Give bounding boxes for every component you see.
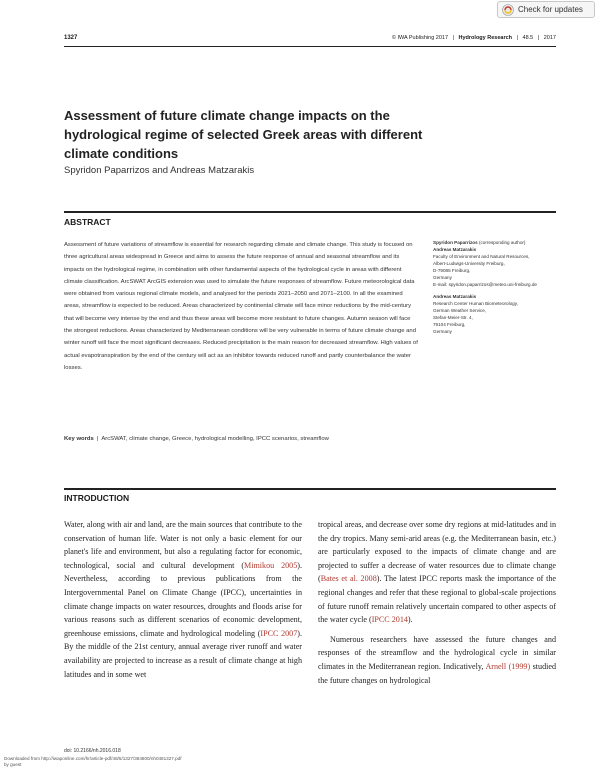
keywords-label: Key words xyxy=(64,436,94,442)
citation-link[interactable]: Arnell (1999) xyxy=(485,661,531,671)
header-separator: | xyxy=(452,35,454,41)
affiliation-line: Stefan-Meier-Str. 4, xyxy=(433,315,473,320)
header-rule xyxy=(64,46,556,47)
introduction-rule xyxy=(64,488,556,490)
header-separator: | xyxy=(516,35,518,41)
download-by: by guest xyxy=(4,762,22,767)
author-affiliations xyxy=(433,239,563,335)
affiliation-email[interactable]: E-mail: spyridon.paparrizos@meteo.uni-freiburg.de xyxy=(433,282,537,287)
citation-link[interactable]: Bates et al. 2008 xyxy=(320,574,377,584)
article-authors: Spyridon Paparrizos and Andreas Matzarakis xyxy=(64,165,255,176)
copyright: © IWA Publishing 2017 xyxy=(391,35,449,41)
introduction-heading: INTRODUCTION xyxy=(64,493,130,503)
introduction-right-column: tropical areas, and decrease over some dry regions at mid-latitudes and in the dry tropics. Many semi-arid areas (e.g. the Mediterranean basin, etc.) are particularly exposed to the impacts of climate change and are projected to suffer a decrease of water resources due to climate change (Bates et al. 2008). The latest IPCC reports mask the importance of the regional changes and refer that these regional to global-scale projections of future runoff remain relatively uncertain compared to other aspects of the water cycle (IPCC 2014). Numerous researchers have assessed the future changes and responses of the streamflow and the hydrological cycle in similar climates in the Mediterranean region. Indicatively, Arnell (1999) studied the future changes on hydrological xyxy=(318,518,556,687)
introduction-left-column: Water, along with air and land, are the main sources that contribute to the conservation of human life. Water is not only a basic element for our planet's life and environment, but also a regulating factor for economic, technological, social and cultural development (Mimikou 2005). Nevertheless, according to previous publications from the Intergovernmental Panel on Climate Change (IPCC), uncertainties in climate change impacts on water resources, droughts and floods arise for various reasons such as different scenarios of economic development, greenhouse emissions, climate and hydrological modeling (IPCC 2007). By the middle of the 21st century, annual average river runoff and water availability are projected to increase as a result of climate change at high latitudes and in some wet xyxy=(64,520,302,679)
running-header xyxy=(392,35,556,41)
affiliation-line: Albert-Ludwigs-University Freiburg, xyxy=(433,261,505,266)
keywords-list: ArcSWAT, climate change, Greece, hydrological modelling, IPCC scenarios, streamflow xyxy=(101,436,329,442)
affiliation-line: Germany xyxy=(433,329,452,334)
affiliation-line: Research Center Human Biometeorology, xyxy=(433,301,518,306)
download-note xyxy=(4,756,182,768)
check-for-updates-label: Check for updates xyxy=(518,5,583,14)
page-number: 1327 xyxy=(64,35,78,41)
keywords-separator: | xyxy=(96,436,99,442)
article-title: Assessment of future climate change impacts on the hydrological regime of selected Greek areas with different climate conditions xyxy=(64,108,423,161)
check-for-updates-button[interactable] xyxy=(497,1,595,18)
affiliation-line: Andreas Matzarakis xyxy=(433,247,477,252)
header-separator: | xyxy=(537,35,540,41)
abstract-heading: ABSTRACT xyxy=(64,217,111,227)
affiliation-line: Germany xyxy=(433,275,452,280)
journal-volume: 48.5 xyxy=(522,35,534,41)
citation-link[interactable]: IPCC 2014 xyxy=(371,615,408,625)
introduction-paragraph: Numerous researchers have assessed the future changes and responses of the streamflow and the hydrological cycle in similar climates in the Mediterranean region. Indicatively, Arnell (1999) studied the future changes on hydrological xyxy=(318,634,557,685)
check-for-updates-icon xyxy=(502,4,514,16)
abstract-text: Assessment of future variations of streamflow is essential for research regarding climate and climate change. This study is focused on three agricultural areas widespread in Greece and aims to assess the future response of annual and seasonal streamflow and its impacts on the hydrological regime, in combination with other fundamental aspects of the hydrological cycle in areas with different climate classification. ArcSWAT ArcGIS extension was used to simulate the future responses of streamflow. Future meteorological data were obtained from various regional climate models, and analysed for the periods 2021–2050 and 2071–2100. In all the examined areas, streamflow is expected to be reduced. Areas characterized by continental climate will face minor reductions by the mid-century that will become very intense by the end and thus these areas will become more resistant to future changes. Autumn season will face the strongest reductions. Areas characterized by Mediterranean conditions will be very vulnerable in terms of future climate change and winter runoff will face the most significant decreases. Reduced precipitation is the main reason for decreased streamflow. High values of actual evapotranspiration by the end of the century will act as an inhibitor towards reduced runoff and partly counterbalance the water losses. xyxy=(64,242,418,371)
abstract-rule xyxy=(64,211,556,213)
affiliation-line: German Weather Service, xyxy=(433,308,487,313)
journal-name: Hydrology Research xyxy=(458,35,513,41)
citation-link[interactable]: IPCC 2007 xyxy=(260,628,298,638)
journal-year: 2017 xyxy=(543,35,556,41)
affiliation-line: Faculty of Environment and Natural Resources, xyxy=(433,254,530,259)
citation-link[interactable]: Mimikou 2005 xyxy=(244,560,298,570)
keywords xyxy=(64,436,420,442)
affiliation-line: 79104 Freiburg, xyxy=(433,322,466,327)
download-url[interactable]: Downloaded from http://iwaponline.com/hr/article-pdf/48/5/1327/364800/nh0481327.pdf xyxy=(4,756,182,761)
affiliation-author1: Spyridon Paparrizos (corresponding author) xyxy=(433,240,526,245)
doi[interactable]: doi: 10.2166/nh.2016.018 xyxy=(64,748,121,754)
affiliation-line: D-79085 Freiburg, xyxy=(433,268,471,273)
affiliation-author2: Andreas Matzarakis xyxy=(433,294,477,299)
